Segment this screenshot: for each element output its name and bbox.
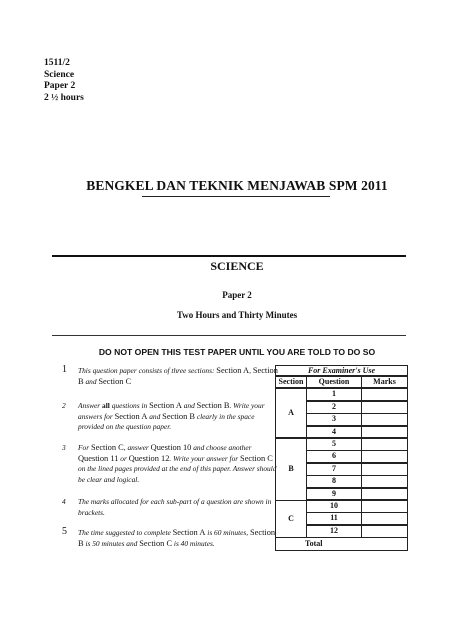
marks-cell <box>361 438 408 451</box>
instruction-text: The marks allocated for each sub-part of a question are shown in brackets. <box>78 497 272 517</box>
cover-paper: Paper 2 <box>222 290 252 300</box>
marks-cell <box>361 388 408 401</box>
instruction-item <box>62 366 280 387</box>
table-header-cell: Marks <box>361 376 408 388</box>
paper-number: Paper 2 <box>44 81 76 91</box>
question-number-cell: 7 <box>306 463 362 476</box>
marks-cell <box>361 450 408 463</box>
table-header-cell: Section <box>275 376 307 388</box>
marks-cell <box>361 525 408 538</box>
question-number-cell: 3 <box>306 413 362 426</box>
instruction-item <box>62 528 280 549</box>
instruction-item <box>62 401 280 433</box>
marks-cell <box>361 512 408 525</box>
marks-cell <box>361 463 408 476</box>
middle-rule <box>52 335 406 336</box>
instruction-item <box>62 497 280 518</box>
examiner-table-title: For Examiner's Use <box>275 365 408 376</box>
marks-cell <box>361 401 408 414</box>
paper-duration: 2 ½ hours <box>44 92 84 103</box>
marks-cell <box>361 500 408 513</box>
instruction-text: For Section C, answer Question 10 and choose another Question 11 or Question 12. Write your answer for Section C on the lined pages provided at the end of this paper. Answer should be clear and logical. <box>78 443 277 484</box>
marks-cell <box>361 475 408 488</box>
instruction-number: 2 <box>62 401 66 410</box>
instruction-item <box>62 443 280 485</box>
warning-text: DO NOT OPEN THIS TEST PAPER UNTIL YOU ARE TOLD TO DO SO <box>98 347 376 357</box>
marks-cell <box>361 488 408 501</box>
section-label-cell: A <box>275 388 307 438</box>
question-number-cell: 5 <box>306 438 362 451</box>
marks-cell <box>361 426 408 439</box>
section-label-cell: C <box>275 500 307 538</box>
instruction-number: 3 <box>62 443 66 452</box>
workshop-title: BENGKEL DAN TEKNIK MENJAWAB SPM 2011 <box>86 178 388 193</box>
table-header-cell: Question <box>306 376 362 388</box>
question-number-cell: 2 <box>306 401 362 414</box>
question-number-cell: 8 <box>306 475 362 488</box>
top-rule <box>52 255 406 257</box>
marks-cell <box>361 413 408 426</box>
section-label-cell: B <box>275 438 307 501</box>
instruction-number: 4 <box>62 497 66 506</box>
question-number-cell: 4 <box>306 426 362 439</box>
instruction-text: Answer all questions in Section A and Section B. Write your answers for Section A and Section B clearly in the space provided on the question paper. <box>78 401 265 431</box>
question-number-cell: 11 <box>306 512 362 525</box>
paper-subject: Science <box>44 69 75 80</box>
instruction-number: 5 <box>62 526 67 537</box>
question-number-cell: 10 <box>306 500 362 513</box>
question-number-cell: 6 <box>306 450 362 463</box>
question-number-cell: 12 <box>306 525 362 538</box>
instruction-number: 1 <box>62 364 67 375</box>
paper-code: 1511/2 <box>44 58 70 68</box>
question-number-cell: 9 <box>306 488 362 501</box>
instruction-text: This question paper consists of three sections: Section A, Section B and Section C <box>78 366 278 386</box>
paper-code-block <box>44 58 84 104</box>
total-row: Total <box>275 537 408 551</box>
cover-subject: SCIENCE <box>210 259 264 273</box>
title-underline <box>142 196 330 197</box>
instruction-text: The time suggested to complete Section A is 60 minutes, Section B is 50 minutes and Section C is 40 minutes. <box>78 528 276 548</box>
cover-duration: Two Hours and Thirty Minutes <box>176 310 298 320</box>
question-number-cell: 1 <box>306 388 362 401</box>
